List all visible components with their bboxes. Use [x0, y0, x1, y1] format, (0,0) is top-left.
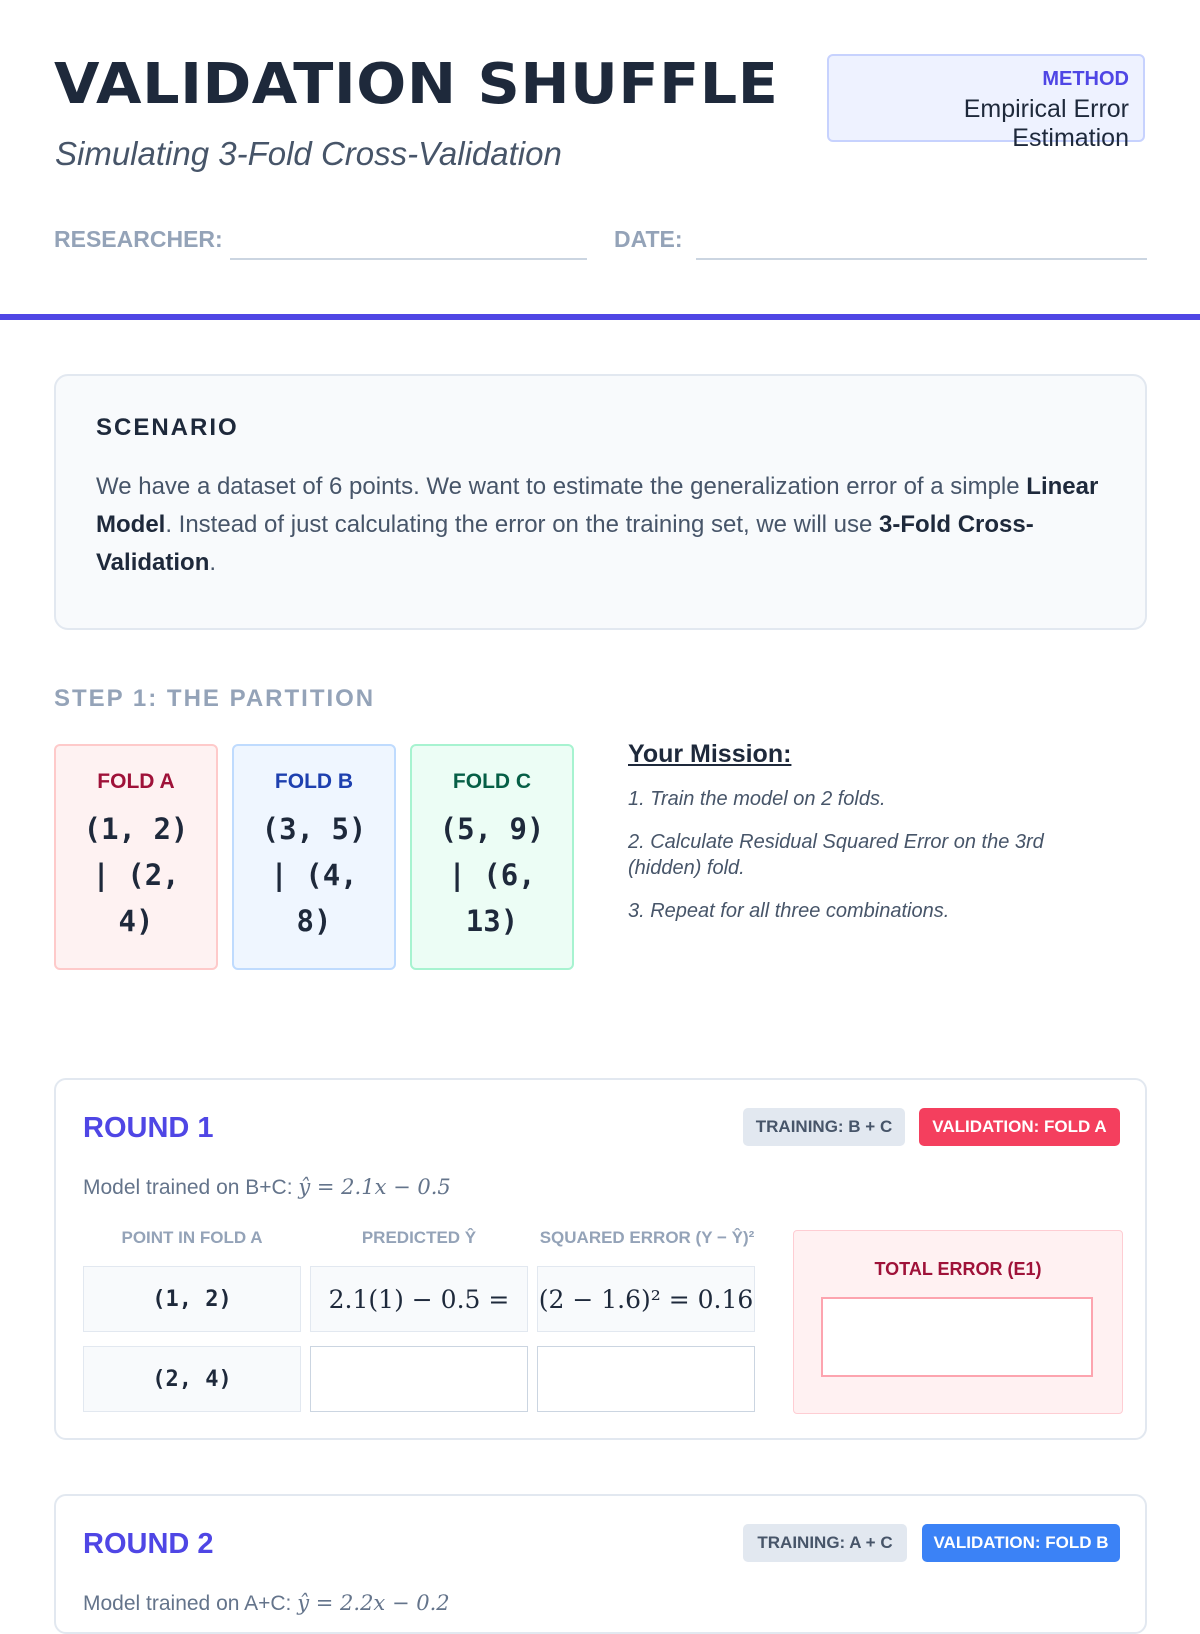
- round-1-total-error-label: TOTAL ERROR (E1): [874, 1259, 1042, 1279]
- mission-title: Your Mission:: [628, 740, 792, 768]
- fold-a-card: [54, 744, 218, 970]
- fold-a-data: (1, 2) | (2, 4): [83, 812, 189, 938]
- scenario-bold-linear-model: Linear Model: [96, 473, 1099, 538]
- method-value: Empirical Error Estimation: [963, 95, 1129, 152]
- page-subtitle: Simulating 3-Fold Cross-Validation: [55, 135, 562, 172]
- fold-a-label: FOLD A: [97, 770, 175, 793]
- page-title: VALIDATION SHUFFLE: [54, 52, 779, 117]
- fold-b-data: (3, 5) | (4, 8): [261, 812, 367, 938]
- fold-b-label: FOLD B: [274, 770, 354, 793]
- scenario-text: [96, 468, 1105, 582]
- column-header-squared-error: SQUARED ERROR (Y − Ŷ)²: [539, 1228, 755, 1247]
- round-2-validation-tag: VALIDATION: FOLD B: [922, 1524, 1120, 1562]
- date-label: DATE:: [614, 226, 683, 252]
- round-1-error-cell: (2 − 1.6)² = 0.16: [537, 1266, 755, 1332]
- scenario-text-part: .: [209, 549, 217, 576]
- scenario-title: SCENARIO: [96, 414, 239, 441]
- scenario-bold-cross-validation: 3-Fold Cross-Validation: [96, 511, 1034, 576]
- mission-step-2: 2. Calculate Residual Squared Error on the 3rd (hidden) fold.: [628, 831, 1044, 879]
- fold-b-card: [232, 744, 396, 970]
- fold-c-label: FOLD C: [452, 770, 532, 793]
- round-1-point-cell: (1, 2): [83, 1266, 301, 1332]
- round-1-total-error-input[interactable]: [821, 1297, 1093, 1377]
- round-2-model-line: [83, 1591, 450, 1616]
- fold-c-card: [410, 744, 574, 970]
- round-1-total-error-box: [793, 1230, 1123, 1414]
- round-1-model-prefix: Model trained on B+C:: [83, 1176, 299, 1199]
- worksheet-header: [0, 0, 1200, 320]
- round-1-error-input[interactable]: [537, 1346, 755, 1412]
- researcher-field[interactable]: [230, 258, 587, 260]
- round-1-predicted-cell: 2.1(1) − 0.5 =: [310, 1266, 528, 1332]
- round-2-card: [54, 1494, 1147, 1634]
- round-1-validation-tag: VALIDATION: FOLD A: [919, 1108, 1120, 1146]
- scenario-text-part: . Instead of just calculating the error on the training set, we will use: [165, 511, 880, 538]
- date-field[interactable]: [696, 258, 1147, 260]
- researcher-label: RESEARCHER:: [54, 226, 223, 252]
- round-1-model-equation: ŷ = 2.1x − 0.5: [298, 1175, 451, 1199]
- round-1-title: ROUND 1: [83, 1112, 214, 1144]
- fold-c-data: (5, 9) | (6, 13): [439, 812, 545, 938]
- round-1-model-line: [83, 1175, 451, 1200]
- mission-step-3: 3. Repeat for all three combinations.: [628, 900, 950, 922]
- round-1-card: [54, 1078, 1147, 1440]
- method-label: METHOD: [1042, 68, 1129, 90]
- header-divider: [0, 314, 1200, 320]
- round-1-predicted-input[interactable]: [310, 1346, 528, 1412]
- step-1-title: STEP 1: THE PARTITION: [54, 685, 376, 712]
- column-header-point: POINT IN FOLD A: [121, 1228, 263, 1247]
- round-2-model-equation: ŷ = 2.2x − 0.2: [297, 1591, 450, 1615]
- scenario-card: [54, 374, 1147, 630]
- column-header-predicted: PREDICTED Ŷ: [361, 1228, 477, 1247]
- round-1-point-cell: (2, 4): [83, 1346, 301, 1412]
- round-2-training-tag: TRAINING: A + C: [743, 1524, 907, 1562]
- mission-step-1: 1. Train the model on 2 folds.: [628, 788, 886, 810]
- scenario-text-part: We have a dataset of 6 points. We want to estimate the generalization error of a simple: [96, 473, 1027, 500]
- method-badge: [827, 54, 1145, 152]
- round-2-title: ROUND 2: [83, 1528, 214, 1560]
- round-1-training-tag: TRAINING: B + C: [743, 1108, 905, 1146]
- mission-panel: [628, 740, 1098, 924]
- round-2-model-prefix: Model trained on A+C:: [83, 1592, 298, 1615]
